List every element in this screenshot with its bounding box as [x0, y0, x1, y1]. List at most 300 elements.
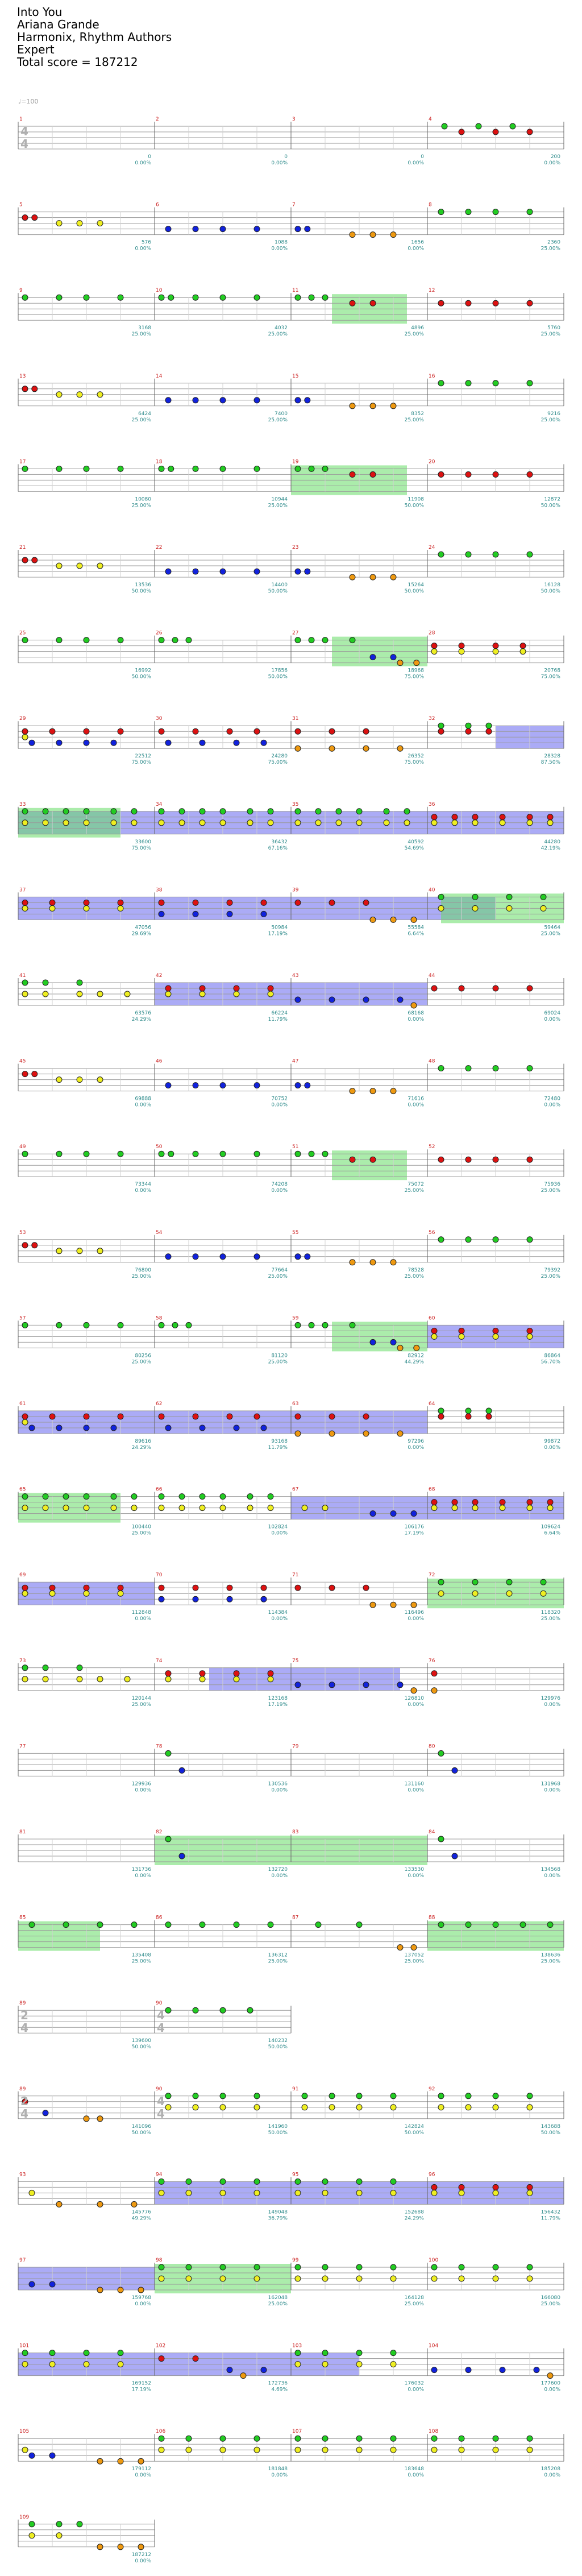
measure-score: 2360 [547, 239, 560, 246]
note-yellow [431, 1505, 437, 1511]
note-blue [179, 1853, 185, 1859]
measure-percent: 50.00% [268, 674, 288, 680]
measure-percent: 87.50% [541, 760, 560, 766]
note-orange [390, 574, 396, 580]
measure-score: 149048 [268, 2209, 288, 2215]
note-blue [329, 1682, 335, 1688]
note-green [438, 1836, 444, 1842]
note-green [56, 466, 62, 471]
note-green [193, 2007, 198, 2013]
measure-number: 33 [19, 801, 26, 807]
note-green [56, 1322, 62, 1328]
measure-score: 50984 [271, 925, 288, 931]
note-green [493, 209, 498, 215]
note-green [465, 1922, 471, 1928]
note-red [268, 985, 273, 991]
note-blue [111, 740, 117, 746]
measure-number: 91 [292, 2086, 299, 2092]
measure-number: 98 [156, 2258, 163, 2263]
note-yellow [493, 2447, 498, 2453]
measure-number: 1 [19, 117, 23, 122]
note-orange [390, 1088, 396, 1094]
note-green [520, 1922, 526, 1928]
note-red [527, 300, 533, 306]
measure-percent: 24.29% [131, 1445, 151, 1451]
note-red [459, 2184, 464, 2190]
note-red [527, 985, 533, 991]
note-red [329, 1414, 335, 1419]
note-red [118, 900, 123, 905]
note-blue [179, 1767, 185, 1773]
note-green [493, 1237, 498, 1243]
measure-number: 80 [429, 1743, 435, 1750]
note-yellow [49, 905, 55, 911]
note-red [32, 557, 38, 563]
measure-number: 58 [156, 1315, 163, 1322]
note-green [295, 466, 301, 471]
measure-score: 12872 [544, 496, 560, 503]
measure-number: 74 [156, 1658, 163, 1664]
note-blue [295, 397, 301, 403]
note-green [309, 295, 314, 300]
note-orange [411, 1688, 417, 1693]
measure-percent: 67.16% [268, 845, 288, 851]
note-red [547, 1500, 553, 1505]
note-yellow [356, 2447, 362, 2453]
note-green [118, 637, 123, 643]
note-green [49, 2350, 55, 2356]
note-red [527, 1157, 533, 1162]
measure-score: 0 [284, 154, 288, 160]
measure-percent: 0.00% [271, 1616, 288, 1622]
measure-percent: 25.00% [131, 1273, 151, 1279]
note-red [227, 1585, 232, 1591]
measure-percent: 0.00% [408, 1787, 424, 1794]
measure-percent: 17.19% [404, 1530, 424, 1537]
note-green [350, 1322, 355, 1328]
note-red [527, 2184, 533, 2190]
note-yellow [220, 2105, 226, 2110]
note-blue [363, 997, 369, 1003]
measure-number: 42 [156, 973, 163, 979]
measure-number: 3 [292, 117, 296, 122]
measure-percent: 0.00% [135, 2301, 151, 2307]
measure-number: 106 [156, 2429, 166, 2435]
measure-number: 25 [19, 630, 26, 636]
note-green [431, 2436, 437, 2441]
note-orange [138, 2544, 144, 2550]
note-red [459, 985, 464, 991]
note-red [459, 1328, 464, 1333]
measure-score: 135408 [131, 1952, 151, 1958]
note-green [527, 1237, 533, 1243]
measure-number: 20 [429, 459, 435, 465]
note-green [527, 2264, 533, 2270]
measure-percent: 6.64% [408, 931, 424, 937]
note-yellow [268, 820, 273, 826]
note-green [22, 1665, 28, 1671]
measure-score: 131160 [404, 1781, 424, 1787]
measure-score: 70752 [271, 1096, 288, 1102]
measure-number: 108 [429, 2429, 439, 2435]
note-blue [254, 569, 260, 574]
note-green [438, 894, 444, 900]
note-green [356, 1922, 362, 1928]
measure-number: 45 [19, 1058, 26, 1065]
note-yellow [459, 2276, 464, 2281]
note-red [227, 728, 232, 734]
measure-score: 181848 [268, 2466, 288, 2473]
note-yellow [527, 1505, 533, 1511]
note-yellow [49, 1591, 55, 1596]
staff-row [18, 1315, 564, 1365]
note-green [295, 1151, 301, 1157]
note-orange [56, 2201, 62, 2207]
note-red [22, 900, 28, 905]
measure-percent: 0.00% [408, 160, 424, 166]
measure-number: 31 [292, 716, 299, 722]
measure-percent: 56.70% [541, 1359, 560, 1365]
measure-number: 84 [429, 1829, 435, 1835]
measure-number: 13 [19, 373, 26, 379]
note-red [193, 728, 198, 734]
measure-number: 77 [19, 1743, 26, 1750]
measure-score: 576 [141, 239, 151, 246]
note-orange [390, 1602, 396, 1608]
note-yellow [254, 2447, 260, 2453]
note-green [43, 1494, 48, 1500]
note-green [438, 380, 444, 386]
difficulty-label: Expert [17, 43, 55, 56]
note-green [63, 1922, 69, 1928]
note-orange [350, 1260, 355, 1265]
note-yellow [22, 2362, 28, 2367]
note-green [43, 1665, 48, 1671]
note-green [77, 2521, 82, 2527]
measure-percent: 44.29% [404, 1359, 424, 1365]
measure-percent: 0.00% [271, 246, 288, 252]
note-yellow [384, 820, 389, 826]
measure-number: 32 [429, 716, 435, 722]
measure-number: 56 [429, 1229, 435, 1236]
measure-percent: 25.00% [404, 332, 424, 338]
measure-score: 59464 [544, 925, 560, 931]
measure-percent: 25.00% [268, 1359, 288, 1365]
note-red [261, 1585, 267, 1591]
measure-score: 75936 [544, 1182, 560, 1188]
note-blue [49, 2453, 55, 2458]
measure-number: 10 [156, 288, 163, 294]
measure-percent: 0.00% [271, 1188, 288, 1194]
note-red [363, 1414, 369, 1419]
note-yellow [186, 2190, 192, 2196]
measure-number: 64 [429, 1401, 435, 1407]
measure-number: 71 [292, 1572, 299, 1579]
note-green [322, 2350, 328, 2356]
note-blue [220, 226, 226, 232]
note-green [390, 2093, 396, 2099]
note-green [179, 809, 185, 814]
note-orange [97, 2201, 103, 2207]
total-score: Total score = 187212 [17, 55, 138, 69]
note-orange [97, 2287, 103, 2293]
staff-row [18, 1658, 564, 1708]
measure-number: 51 [292, 1144, 299, 1150]
note-green [322, 2264, 328, 2270]
time-signature-bottom: 4 [157, 2106, 165, 2121]
measure-score: 1656 [411, 239, 424, 246]
note-orange [397, 746, 403, 751]
note-green [168, 466, 174, 471]
note-blue [29, 740, 35, 746]
note-green [56, 637, 62, 643]
measure-percent: 25.00% [541, 332, 560, 338]
note-green [131, 1494, 137, 1500]
note-blue [397, 997, 403, 1003]
note-red [363, 900, 369, 905]
note-red [261, 900, 267, 905]
measure-score: 86864 [544, 1353, 560, 1359]
measure-score: 36432 [271, 839, 288, 845]
note-red [32, 1071, 38, 1077]
note-yellow [159, 820, 164, 826]
note-yellow [220, 1505, 226, 1511]
measure-percent: 0.00% [271, 1530, 288, 1537]
note-yellow [131, 820, 137, 826]
note-red [465, 1414, 471, 1419]
note-yellow [56, 2533, 62, 2538]
note-blue [452, 1767, 458, 1773]
note-blue [220, 1083, 226, 1088]
measure-score: 187212 [131, 2552, 151, 2558]
measure-number: 82 [156, 1829, 163, 1835]
measure-percent: 25.00% [541, 1958, 560, 1965]
note-orange [118, 2544, 123, 2550]
note-green [97, 1922, 103, 1928]
note-blue [111, 1425, 117, 1431]
note-green [220, 2264, 226, 2270]
time-signature-top: 2 [20, 2094, 28, 2108]
note-orange [363, 1431, 369, 1436]
note-green [295, 637, 301, 643]
staff-row [18, 2343, 564, 2393]
measure-score: 15264 [408, 582, 424, 588]
measure-score: 145776 [131, 2209, 151, 2215]
note-yellow [118, 1591, 123, 1596]
measure-number: 16 [429, 373, 435, 379]
measure-score: 126810 [404, 1695, 424, 1701]
measure-score: 133530 [404, 1867, 424, 1873]
note-green [356, 2350, 362, 2356]
note-yellow [459, 649, 464, 655]
note-blue [165, 569, 171, 574]
note-green [186, 2179, 192, 2184]
measure-number: 96 [429, 2172, 435, 2178]
measure-score: 120144 [131, 1695, 151, 1701]
measure-percent: 0.00% [271, 2473, 288, 2479]
note-yellow [159, 2447, 164, 2453]
note-green [193, 295, 198, 300]
note-red [459, 129, 464, 135]
note-red [500, 814, 505, 820]
measure-number: 23 [292, 545, 299, 550]
staff-row [18, 1059, 564, 1108]
measure-number: 83 [292, 1829, 299, 1835]
note-green [84, 809, 89, 814]
note-green [77, 980, 82, 985]
note-yellow [438, 1591, 444, 1596]
note-orange [350, 403, 355, 409]
staff-row [18, 1829, 564, 1879]
note-green [506, 1579, 512, 1585]
note-green [199, 809, 205, 814]
note-orange [411, 917, 417, 922]
measure-number: 105 [19, 2429, 30, 2435]
note-green [186, 637, 192, 643]
note-yellow [77, 991, 82, 997]
note-blue [43, 2110, 48, 2116]
note-green [29, 2521, 35, 2527]
note-yellow [118, 905, 123, 911]
note-green [220, 295, 226, 300]
note-green [438, 1750, 444, 1756]
measure-percent: 0.00% [271, 1787, 288, 1794]
note-red [431, 814, 437, 820]
measure-number: 69 [19, 1572, 26, 1579]
note-green [438, 1237, 444, 1243]
measure-score: 66224 [271, 1010, 288, 1016]
note-yellow [356, 2362, 362, 2367]
note-red [295, 1414, 301, 1419]
note-yellow [431, 1333, 437, 1339]
note-green [220, 809, 226, 814]
note-green [186, 1322, 192, 1328]
measure-percent: 50.00% [404, 503, 424, 509]
note-orange [431, 1688, 437, 1693]
note-green [168, 295, 174, 300]
note-red [493, 1157, 498, 1162]
measure-percent: 49.29% [131, 2215, 151, 2222]
note-red [254, 728, 260, 734]
note-green [159, 1322, 164, 1328]
note-green [159, 1494, 164, 1500]
note-green [56, 2521, 62, 2527]
note-red [227, 900, 232, 905]
note-green [476, 123, 481, 129]
measure-percent: 25.00% [541, 1188, 560, 1194]
note-red [465, 471, 471, 477]
measure-number: 78 [156, 1743, 163, 1750]
note-orange [329, 746, 335, 751]
note-red [370, 300, 376, 306]
note-orange [370, 1088, 376, 1094]
note-red [84, 900, 89, 905]
note-yellow [493, 2190, 498, 2196]
note-yellow [541, 905, 546, 911]
measure-number: 35 [292, 801, 299, 807]
measure-number: 11 [292, 288, 299, 294]
note-green [84, 637, 89, 643]
note-orange [84, 2116, 89, 2122]
note-yellow [97, 392, 103, 397]
note-blue [295, 1254, 301, 1260]
note-red [459, 643, 464, 649]
note-yellow [56, 563, 62, 569]
measure-percent: 0.00% [271, 1102, 288, 1108]
note-yellow [22, 905, 28, 911]
note-red [520, 643, 526, 649]
measure-score: 24280 [271, 753, 288, 760]
note-yellow [199, 1676, 205, 1682]
note-red [295, 900, 301, 905]
note-orange [350, 574, 355, 580]
measure-score: 140232 [268, 2038, 288, 2044]
note-green [193, 2093, 198, 2099]
measure-percent: 4.69% [271, 2387, 288, 2393]
note-green [390, 2350, 396, 2356]
note-green [309, 466, 314, 471]
song-artist: Ariana Grande [17, 18, 99, 31]
measure-percent: 25.00% [131, 417, 151, 423]
note-orange [411, 1945, 417, 1950]
measure-percent: 25.00% [131, 1958, 151, 1965]
note-green [22, 1151, 28, 1157]
measure-percent: 25.00% [131, 332, 151, 338]
measure-score: 129936 [131, 1781, 151, 1787]
staff-row [18, 117, 564, 166]
measure-score: 112848 [131, 1610, 151, 1616]
note-blue [29, 1425, 35, 1431]
note-orange [390, 403, 396, 409]
note-yellow [431, 820, 437, 826]
note-green [547, 1922, 553, 1928]
note-green [220, 2093, 226, 2099]
note-orange [118, 2287, 123, 2293]
note-yellow [84, 1591, 89, 1596]
note-green [63, 1494, 69, 1500]
measure-number: 4 [429, 117, 432, 122]
measure-number: 22 [156, 545, 163, 550]
note-green [254, 1151, 260, 1157]
measure-score: 131736 [131, 1867, 151, 1873]
note-red [465, 300, 471, 306]
measure-score: 176032 [404, 2380, 424, 2387]
note-green [254, 295, 260, 300]
measure-percent: 50.00% [541, 589, 560, 594]
measure-score: 137052 [404, 1952, 424, 1958]
measure-percent: 0.00% [408, 2387, 424, 2393]
note-green [295, 2350, 301, 2356]
measure-score: 73344 [135, 1182, 151, 1188]
measure-score: 10080 [135, 496, 151, 503]
measure-percent: 25.00% [404, 417, 424, 423]
note-blue [305, 569, 310, 574]
measure-percent: 25.00% [541, 931, 560, 937]
note-blue [193, 1254, 198, 1260]
note-yellow [97, 563, 103, 569]
note-yellow [295, 2190, 301, 2196]
note-red [329, 900, 335, 905]
measure-score: 75072 [408, 1182, 424, 1188]
note-red [465, 728, 471, 734]
note-yellow [56, 221, 62, 226]
note-yellow [500, 820, 505, 826]
note-green [309, 1151, 314, 1157]
note-green [159, 295, 164, 300]
staff-row [18, 2001, 291, 2050]
note-yellow [193, 2105, 198, 2110]
note-green [186, 2436, 192, 2441]
